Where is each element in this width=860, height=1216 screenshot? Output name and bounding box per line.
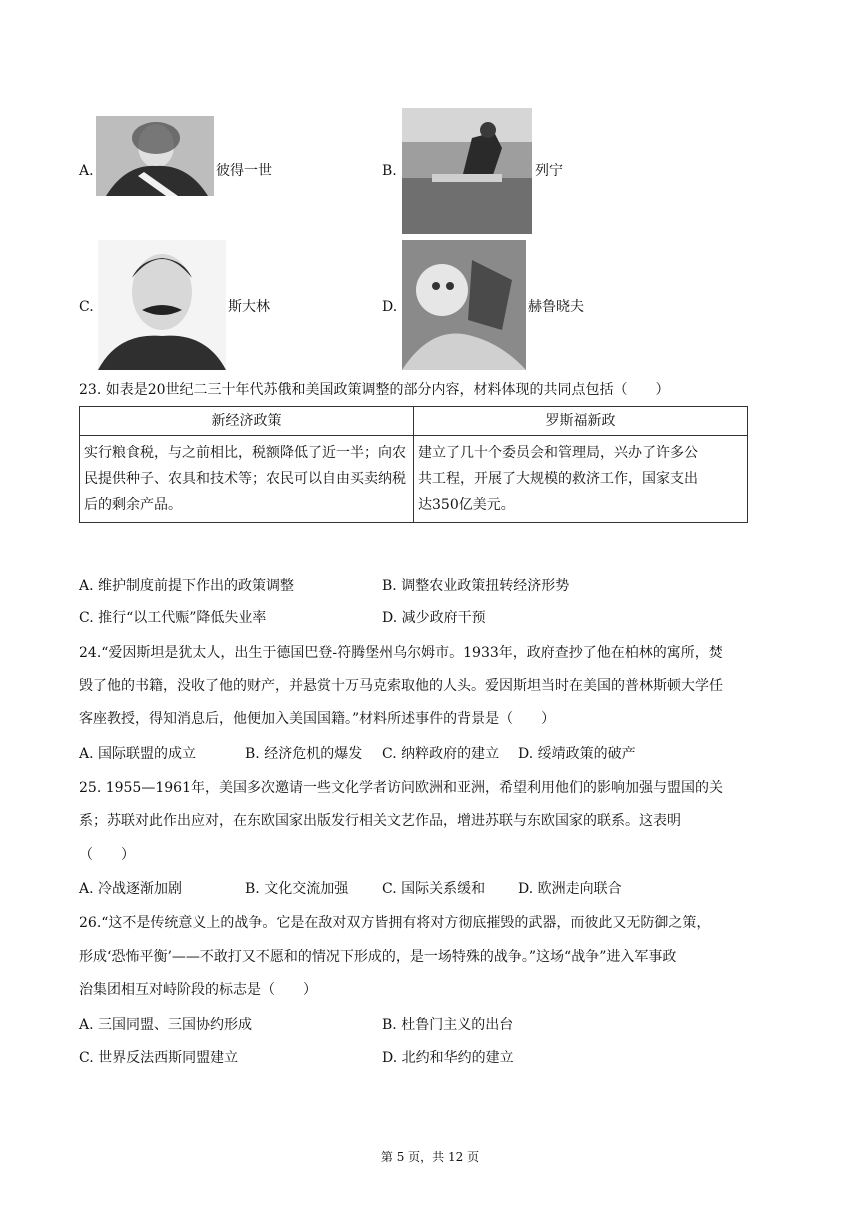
- q23-table: [79, 406, 748, 523]
- q26-option-b: B. 杜鲁门主义的出台: [382, 1017, 514, 1033]
- q24-line-3: 客座教授，得知消息后，他便加入美国国籍。”材料所述事件的背景是（ ）: [79, 711, 556, 727]
- q22-option-a-letter: A.: [79, 163, 94, 179]
- q23-table-header-nep: 新经济政策: [80, 407, 414, 436]
- q24-option-d: D. 绥靖政策的破产: [518, 746, 636, 762]
- q22-option-d-name: 赫鲁晓夫: [528, 299, 584, 315]
- portrait-peter-the-great-icon: [96, 116, 214, 196]
- q24-option-b: B. 经济危机的爆发: [245, 746, 363, 762]
- q25-option-a: A. 冷战逐渐加剧: [79, 881, 183, 897]
- q26-line-3: 治集团相互对峙阶段的标志是（ ）: [79, 982, 317, 998]
- q25-line-3: （ ）: [79, 847, 135, 863]
- photo-khrushchev-icon: [402, 240, 526, 370]
- q25-option-b: B. 文化交流加强: [245, 881, 349, 897]
- q23-table-cell-new-deal: [414, 436, 748, 523]
- q22-option-b-letter: B.: [382, 163, 397, 179]
- q22-option-c-letter: C.: [79, 299, 94, 315]
- q26-line-1: 26.“这不是传统意义上的战争。它是在敌对双方皆拥有将对方彻底摧毁的武器，而彼此又无防御之策，: [79, 915, 711, 931]
- q22-option-d-letter: D.: [382, 299, 398, 315]
- q23-option-c: C. 推行“以工代赈”降低失业率: [79, 610, 267, 626]
- q23-table-cell-nep: [80, 436, 414, 523]
- page-footer: 第 5 页，共 12 页: [380, 1150, 480, 1164]
- q23-option-b: B. 调整农业政策扭转经济形势: [382, 578, 570, 594]
- q23-option-d: D. 减少政府干预: [382, 610, 486, 626]
- photo-lenin-speaking-icon: [402, 108, 532, 234]
- q24-option-c: C. 纳粹政府的建立: [382, 746, 500, 762]
- q23-cell-new-deal-line-3: 达350亿美元。: [418, 497, 515, 513]
- q26-option-c: C. 世界反法西斯同盟建立: [79, 1050, 239, 1066]
- q25-line-2: 系；苏联对此作出应对，在东欧国家出版发行相关文艺作品，增进苏联与东欧国家的联系。这表明: [79, 813, 681, 829]
- q23-cell-nep-line-2: 民提供种子、农具和技术等；农民可以自由买卖纳税: [84, 471, 406, 487]
- q22-option-a-name: 彼得一世: [216, 163, 272, 179]
- q23-cell-nep-line-3: 后的剩余产品。: [84, 497, 182, 513]
- q25-line-1: 25. 1955—1961年，美国多次邀请一些文化学者访问欧洲和亚洲，希望利用他们的影响加强与盟国的关: [79, 780, 723, 796]
- q25-option-d: D. 欧洲走向联合: [518, 881, 622, 897]
- q22-option-b-name: 列宁: [535, 163, 563, 179]
- q22-option-c-name: 斯大林: [228, 299, 270, 315]
- q25-option-c: C. 国际关系缓和: [382, 881, 486, 897]
- q23-stem: 23. 如表是20世纪二三十年代苏俄和美国政策调整的部分内容，材料体现的共同点包括（ ）: [79, 382, 670, 398]
- q23-table-header-new-deal: 罗斯福新政: [414, 407, 748, 436]
- q23-cell-nep-line-1: 实行粮食税，与之前相比，税额降低了近一半；向农: [84, 445, 406, 461]
- q24-line-1: 24.“爱因斯坦是犹太人，出生于德国巴登-符腾堡州乌尔姆市。1933年，政府查抄了他在柏林的寓所，焚: [79, 645, 723, 661]
- q26-line-2: 形成‘恐怖平衡’——不敢打又不愿和的情况下形成的，是一场特殊的战争。”这场“战争”进入军事政: [79, 949, 677, 965]
- q23-cell-new-deal-line-1: 建立了几十个委员会和管理局，兴办了许多公: [418, 445, 698, 461]
- q23-cell-new-deal-line-2: 共工程，开展了大规模的救济工作，国家支出: [418, 471, 698, 487]
- q26-option-d: D. 北约和华约的建立: [382, 1050, 514, 1066]
- q26-option-a: A. 三国同盟、三国协约形成: [79, 1017, 253, 1033]
- portrait-stalin-icon: [98, 240, 226, 370]
- q24-line-2: 毁了他的书籍，没收了他的财产，并悬赏十万马克索取他的人头。爱因斯坦当时在美国的普林斯顿大学任: [79, 678, 723, 694]
- q24-option-a: A. 国际联盟的成立: [79, 746, 197, 762]
- q23-option-a: A. 维护制度前提下作出的政策调整: [79, 578, 295, 594]
